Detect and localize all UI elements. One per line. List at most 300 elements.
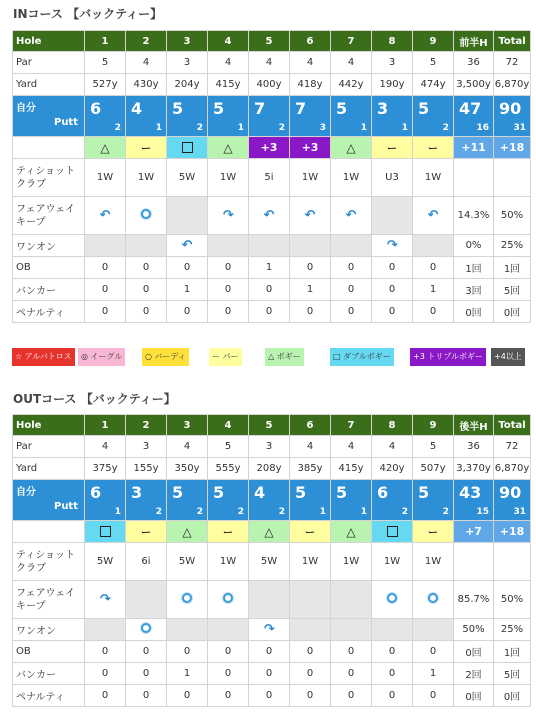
par-row-cell: 4: [290, 436, 331, 458]
result-cell: [372, 521, 413, 543]
score-cell: [413, 96, 454, 137]
bogey-triangle-icon: △: [264, 524, 274, 539]
ob-row-cell: 0: [208, 641, 249, 663]
icon-cell: [85, 619, 126, 641]
par-row-cell: 5: [208, 436, 249, 458]
icon-cell: [290, 197, 331, 235]
score-cell: [85, 96, 126, 137]
arrow-curve-left-icon: ↶: [427, 208, 439, 223]
putt-count: 3: [319, 123, 326, 133]
score-cell: [494, 480, 531, 521]
club-cell: [454, 159, 494, 197]
club-cell: 1W: [413, 159, 454, 197]
legend-item: △ ボギー: [265, 348, 304, 366]
putt-count: 2: [196, 123, 203, 133]
bogey-triangle-icon: △: [346, 140, 356, 155]
result-cell: [85, 137, 126, 159]
ob-row-cell: 0回: [454, 641, 494, 663]
par-row-cell: 3: [126, 436, 167, 458]
penalty-row-cell: 0: [249, 301, 290, 323]
one-on-pct: 50%: [454, 619, 494, 641]
club-cell: 1W: [208, 543, 249, 581]
putt-count: 2: [114, 123, 121, 133]
out-course-title: OUTコース 【バックティー】: [13, 392, 176, 406]
result-cell: [249, 521, 290, 543]
yard-row-cell: 385y: [290, 458, 331, 480]
putt-count: 2: [442, 123, 449, 133]
ob-row-cell: OB: [13, 257, 85, 279]
ob-row-cell: 0: [331, 641, 372, 663]
double-bogey-square-icon: [182, 142, 193, 153]
result-cell: [413, 521, 454, 543]
legend-item: +3 トリプルボギー: [410, 348, 486, 366]
putt-count: 15: [476, 507, 489, 517]
penalty-row-cell: ペナルティ: [13, 685, 85, 707]
par-dash-icon: ー: [141, 528, 151, 539]
score-legend: [12, 348, 532, 366]
score-cell: [126, 480, 167, 521]
bunker-row: [13, 279, 531, 301]
score-cell: [331, 96, 372, 137]
penalty-row-cell: ペナルティ: [13, 301, 85, 323]
icon-cell: [85, 197, 126, 235]
yard-row-cell: 375y: [85, 458, 126, 480]
score-cell: [167, 96, 208, 137]
fairway-total: 50%: [494, 581, 531, 619]
bogey-triangle-icon: △: [223, 140, 233, 155]
penalty-row-cell: 0: [413, 301, 454, 323]
stroke-count: 90: [499, 483, 522, 502]
hole-header-row-cell: 前半H: [454, 31, 494, 52]
yard-row-cell: 430y: [126, 74, 167, 96]
yard-row-cell: 415y: [208, 74, 249, 96]
icon-cell: [126, 581, 167, 619]
hole-header-row: [13, 31, 531, 52]
yard-row-cell: 527y: [85, 74, 126, 96]
ob-row-cell: 0: [290, 641, 331, 663]
in-course-table: [12, 30, 531, 323]
teeshot-club-row: [13, 543, 531, 581]
hole-header-row-cell: 5: [249, 415, 290, 436]
double-bogey-square-icon: [387, 526, 398, 537]
icon-cell: [208, 235, 249, 257]
score-cell: [208, 96, 249, 137]
target-circle-icon: [223, 593, 233, 603]
arrow-curve-left-icon: ↶: [99, 208, 111, 223]
one-on-label: ワンオン: [13, 235, 85, 257]
icon-cell: [290, 619, 331, 641]
yard-row-cell: Yard: [13, 458, 85, 480]
fairway-keep-row: [13, 197, 531, 235]
yard-row-cell: 474y: [413, 74, 454, 96]
yard-row-cell: 415y: [331, 458, 372, 480]
icon-cell: [208, 619, 249, 641]
legend-item: ー パー: [209, 348, 242, 366]
bunker-row-cell: 5回: [494, 663, 531, 685]
score-cell: [494, 96, 531, 137]
ob-row-cell: 0: [126, 257, 167, 279]
icon-cell: [126, 235, 167, 257]
one-on-label: ワンオン: [13, 619, 85, 641]
hole-header-row: [13, 415, 531, 436]
self-label: 自分: [16, 103, 36, 114]
putt-count: 1: [360, 507, 367, 517]
par-dash-icon: ー: [387, 144, 397, 155]
one-on-pct: 0%: [454, 235, 494, 257]
icon-cell: [208, 197, 249, 235]
par-row-cell: 4: [249, 52, 290, 74]
penalty-row-cell: 0: [85, 301, 126, 323]
score-cell: [331, 480, 372, 521]
arrow-curve-right-icon: ↶: [263, 622, 275, 637]
club-cell: U3: [372, 159, 413, 197]
bogey-triangle-icon: △: [182, 524, 192, 539]
penalty-row-cell: 0: [249, 685, 290, 707]
putt-count: 1: [360, 123, 367, 133]
target-circle-icon: [387, 593, 397, 603]
bogey-triangle-icon: △: [100, 140, 110, 155]
arrow-curve-left-icon: ↶: [304, 208, 316, 223]
teeshot-club-row: [13, 159, 531, 197]
result-cell: +7: [454, 521, 494, 543]
one-on-total: 25%: [494, 235, 531, 257]
par-row-cell: Par: [13, 52, 85, 74]
bunker-row-cell: 0: [85, 279, 126, 301]
result-cell: [249, 137, 290, 159]
icon-cell: [290, 581, 331, 619]
score-cell: [208, 480, 249, 521]
icon-cell: [85, 235, 126, 257]
hole-header-row-cell: 9: [413, 415, 454, 436]
hole-header-row-cell: 2: [126, 415, 167, 436]
stroke-count: 5: [418, 483, 430, 502]
icon-cell: [413, 581, 454, 619]
ob-row: [13, 257, 531, 279]
target-circle-icon: [428, 593, 438, 603]
arrow-curve-right-icon: ↶: [386, 238, 398, 253]
putt-count: 2: [196, 507, 203, 517]
teeshot-label: ティショット クラブ: [13, 159, 85, 197]
icon-cell: [249, 581, 290, 619]
legend-item: ☆ アルバトロス: [12, 348, 75, 366]
yard-row-cell: 204y: [167, 74, 208, 96]
stroke-count: 4: [131, 99, 143, 118]
club-cell: 1W: [208, 159, 249, 197]
yard-row-cell: 507y: [413, 458, 454, 480]
icon-cell: [331, 235, 372, 257]
icon-cell: [372, 581, 413, 619]
arrow-curve-left-icon: ↶: [181, 238, 193, 253]
teeshot-label: ティショット クラブ: [13, 543, 85, 581]
ob-row-cell: 0: [249, 641, 290, 663]
ob-row-cell: 0: [413, 641, 454, 663]
result-row: [13, 137, 531, 159]
penalty-row-cell: 0回: [494, 685, 531, 707]
icon-cell: [126, 197, 167, 235]
result-row: [13, 521, 531, 543]
penalty-row-cell: 0: [126, 301, 167, 323]
fairway-label: フェアウェイ キープ: [13, 197, 85, 235]
par-row-cell: 36: [454, 52, 494, 74]
hole-header-row-cell: 8: [372, 415, 413, 436]
putt-count: 1: [114, 507, 121, 517]
bunker-row: [13, 663, 531, 685]
result-cell: [85, 521, 126, 543]
icon-cell: [126, 619, 167, 641]
result-cell: +11: [454, 137, 494, 159]
self-label: 自分: [16, 487, 36, 498]
penalty-row-cell: 0: [126, 685, 167, 707]
ob-row-cell: 1回: [494, 641, 531, 663]
score-cell: [85, 480, 126, 521]
club-cell: 1W: [85, 159, 126, 197]
yard-row-cell: 3,370y: [454, 458, 494, 480]
putt-count: 16: [476, 123, 489, 133]
result-label-cell: [13, 521, 85, 543]
stroke-count: 5: [172, 99, 184, 118]
stroke-count: 5: [213, 483, 225, 502]
ob-row-cell: 0: [372, 641, 413, 663]
icon-cell: [372, 619, 413, 641]
fairway-pct: 14.3%: [454, 197, 494, 235]
yard-row-cell: 420y: [372, 458, 413, 480]
penalty-row-cell: 0回: [454, 301, 494, 323]
result-cell: [208, 137, 249, 159]
penalty-row-cell: 0: [167, 301, 208, 323]
par-row-cell: 36: [454, 436, 494, 458]
putt-count: 1: [237, 123, 244, 133]
triple-bogey-label: +3: [301, 141, 319, 154]
par-row-cell: 4: [290, 52, 331, 74]
legend-item: ○ バーディ: [142, 348, 189, 366]
result-cell: +18: [494, 521, 531, 543]
hole-header-row-cell: 1: [85, 31, 126, 52]
fairway-label: フェアウェイ キープ: [13, 581, 85, 619]
score-cell: [290, 480, 331, 521]
bogey-triangle-icon: △: [346, 524, 356, 539]
putt-count: 2: [278, 507, 285, 517]
icon-cell: [249, 197, 290, 235]
self-score-row: [13, 480, 531, 521]
yard-row-cell: 3,500y: [454, 74, 494, 96]
ob-row-cell: 0: [413, 257, 454, 279]
bunker-row-cell: 5回: [494, 279, 531, 301]
penalty-row-cell: 0: [413, 685, 454, 707]
stroke-count: 7: [254, 99, 266, 118]
penalty-row: [13, 685, 531, 707]
self-score-row: [13, 96, 531, 137]
stroke-count: 6: [90, 483, 102, 502]
bunker-row-cell: 0: [372, 279, 413, 301]
in-course-title: INコース 【バックティー】: [13, 7, 163, 21]
penalty-row-cell: 0: [85, 685, 126, 707]
bunker-row-cell: 1: [167, 663, 208, 685]
result-cell: [372, 137, 413, 159]
penalty-row-cell: 0回: [494, 301, 531, 323]
result-cell: [331, 137, 372, 159]
icon-cell: [413, 197, 454, 235]
bunker-row-cell: 1: [413, 279, 454, 301]
ob-row-cell: 0: [372, 257, 413, 279]
stroke-count: 43: [459, 483, 482, 502]
ob-row-cell: 0: [85, 641, 126, 663]
bunker-row-cell: バンカー: [13, 663, 85, 685]
par-row-cell: 3: [372, 52, 413, 74]
bunker-row-cell: 0: [290, 663, 331, 685]
arrow-curve-left-icon: ↶: [263, 208, 275, 223]
icon-cell: [331, 619, 372, 641]
hole-header-row-cell: 4: [208, 31, 249, 52]
bunker-row-cell: 0: [249, 279, 290, 301]
score-cell: [372, 480, 413, 521]
penalty-row-cell: 0回: [454, 685, 494, 707]
ob-row-cell: OB: [13, 641, 85, 663]
result-cell: [167, 137, 208, 159]
arrow-curve-right-icon: ↶: [222, 208, 234, 223]
bunker-row-cell: 1: [413, 663, 454, 685]
putt-count: 31: [513, 123, 526, 133]
putt-count: 2: [401, 507, 408, 517]
stroke-count: 5: [295, 483, 307, 502]
hole-header-row-cell: 3: [167, 415, 208, 436]
yard-row-cell: Yard: [13, 74, 85, 96]
stroke-count: 7: [295, 99, 307, 118]
stroke-count: 5: [336, 483, 348, 502]
putt-count: 2: [155, 507, 162, 517]
triple-bogey-label: +3: [260, 141, 278, 154]
par-row-cell: 72: [494, 52, 531, 74]
score-cell: [126, 96, 167, 137]
hole-header-row-cell: 8: [372, 31, 413, 52]
score-cell: [167, 480, 208, 521]
par-row-cell: 3: [249, 436, 290, 458]
bunker-row-cell: 0: [331, 663, 372, 685]
target-circle-icon: [182, 593, 192, 603]
club-cell: 1W: [290, 159, 331, 197]
par-row-cell: 72: [494, 436, 531, 458]
penalty-row-cell: 0: [167, 685, 208, 707]
yard-row-cell: 442y: [331, 74, 372, 96]
hole-header-row-cell: 3: [167, 31, 208, 52]
score-cell: [454, 480, 494, 521]
par-row-cell: 5: [413, 52, 454, 74]
result-label-cell: [13, 137, 85, 159]
stroke-count: 6: [377, 483, 389, 502]
stroke-count: 3: [377, 99, 389, 118]
putt-count: 31: [513, 507, 526, 517]
yard-row-cell: 155y: [126, 458, 167, 480]
result-cell: [413, 137, 454, 159]
penalty-row: [13, 301, 531, 323]
par-row-cell: 3: [167, 52, 208, 74]
par-row-cell: 5: [85, 52, 126, 74]
hole-header-row-cell: 4: [208, 415, 249, 436]
bunker-row-cell: バンカー: [13, 279, 85, 301]
icon-cell: [249, 235, 290, 257]
par-dash-icon: ー: [141, 144, 151, 155]
target-circle-icon: [141, 209, 151, 219]
par-row-cell: 4: [126, 52, 167, 74]
one-on-row: [13, 235, 531, 257]
club-cell: 5W: [167, 159, 208, 197]
fairway-keep-row: [13, 581, 531, 619]
stroke-count: 3: [131, 483, 143, 502]
hole-header-row-cell: 7: [331, 31, 372, 52]
club-cell: 1W: [331, 159, 372, 197]
stroke-count: 5: [418, 99, 430, 118]
club-cell: 1W: [372, 543, 413, 581]
putt-count: 1: [401, 123, 408, 133]
par-row-cell: 4: [372, 436, 413, 458]
stroke-count: 47: [459, 99, 482, 118]
score-cell: [372, 96, 413, 137]
bunker-row-cell: 0: [208, 279, 249, 301]
bunker-row-cell: 0: [331, 279, 372, 301]
hole-header-row-cell: 6: [290, 31, 331, 52]
penalty-row-cell: 0: [372, 301, 413, 323]
icon-cell: [85, 581, 126, 619]
ob-row-cell: 0: [331, 257, 372, 279]
penalty-row-cell: 0: [290, 685, 331, 707]
club-cell: [494, 543, 531, 581]
bunker-row-cell: 0: [126, 279, 167, 301]
bunker-row-cell: 0: [372, 663, 413, 685]
out-course-table: [12, 414, 531, 707]
putt-count: 2: [237, 507, 244, 517]
hole-header-row-cell: 7: [331, 415, 372, 436]
icon-cell: [413, 235, 454, 257]
putt-label: Putt: [53, 117, 78, 128]
club-cell: 1W: [126, 159, 167, 197]
ob-row-cell: 0: [167, 257, 208, 279]
par-row-cell: Par: [13, 436, 85, 458]
club-cell: 1W: [413, 543, 454, 581]
icon-cell: [290, 235, 331, 257]
yard-row-cell: 6,870y: [494, 74, 531, 96]
legend-item: □ ダブルボギー: [330, 348, 394, 366]
icon-cell: [167, 235, 208, 257]
icon-cell: [331, 197, 372, 235]
bunker-row-cell: 1: [290, 279, 331, 301]
bunker-row-cell: 1: [167, 279, 208, 301]
stroke-count: 4: [254, 483, 266, 502]
par-dash-icon: ー: [223, 528, 233, 539]
score-cell: [249, 480, 290, 521]
par-row-cell: 4: [85, 436, 126, 458]
par-row-cell: 5: [413, 436, 454, 458]
hole-header-row-cell: 2: [126, 31, 167, 52]
ob-row-cell: 0: [85, 257, 126, 279]
club-cell: [454, 543, 494, 581]
icon-cell: [249, 619, 290, 641]
result-cell: [208, 521, 249, 543]
par-row: [13, 436, 531, 458]
hole-header-row-cell: Hole: [13, 31, 85, 52]
yard-row-cell: 400y: [249, 74, 290, 96]
club-cell: 5W: [85, 543, 126, 581]
club-cell: 5i: [249, 159, 290, 197]
score-cell: [454, 96, 494, 137]
result-cell: [126, 137, 167, 159]
club-cell: 6i: [126, 543, 167, 581]
score-cell: [413, 480, 454, 521]
bunker-row-cell: 0: [249, 663, 290, 685]
bunker-row-cell: 2回: [454, 663, 494, 685]
one-on-row: [13, 619, 531, 641]
par-row-cell: 4: [167, 436, 208, 458]
ob-row: [13, 641, 531, 663]
yard-row-cell: 6,870y: [494, 458, 531, 480]
